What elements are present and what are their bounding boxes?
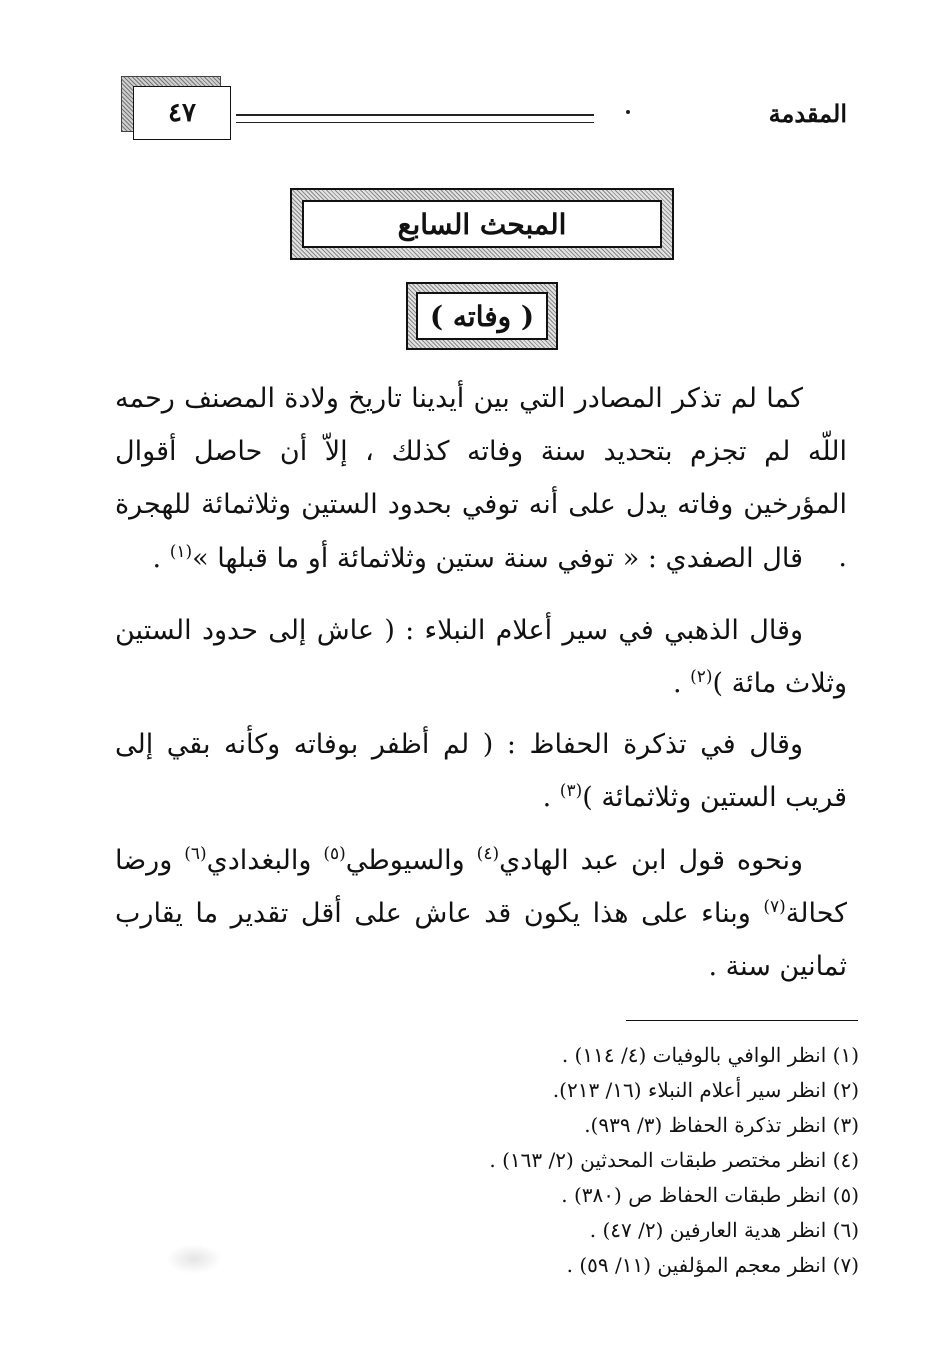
section-subtitle: ( وفاته ) — [416, 292, 548, 340]
footnote-item: (٦) انظر هدية العارفين (٢/ ٤٧) . — [589, 1218, 859, 1242]
footnote-ref-2: (٢) — [690, 667, 713, 687]
paragraph-conclusion-e: وبناء على هذا يكون قد عاش على أقل تقدير ما يقارب ثمانين سنة . — [115, 898, 847, 982]
paragraph-dhahabi-tadhkira-end: . — [542, 782, 560, 813]
footnotes-list — [159, 1038, 859, 1283]
footnote-item: (٣) انظر تذكرة الحفاظ (٣/ ٩٣٩). — [584, 1113, 859, 1137]
footnote-ref-6: (٦) — [184, 844, 207, 864]
paragraph-dhahabi-tadhkira-text: وقال في تذكرة الحفاظ : ( لم أظفر بوفاته وكأنه بقي إلى قريب الستين وثلاثمائة ) — [115, 729, 847, 813]
running-title: المقدمة — [768, 99, 847, 128]
paragraph-dhahabi-tadhkira — [115, 718, 847, 824]
header-rule — [236, 114, 594, 123]
footnote-separator — [626, 1020, 858, 1021]
footnote-item: (١) انظر الوافي بالوفيات (٤/ ١١٤) . — [561, 1043, 859, 1067]
paragraph-conclusion-d: ورضا كحالة — [115, 845, 847, 929]
paragraph-safadi — [115, 532, 847, 585]
paragraph-dhahabi-siyar-end: . — [672, 668, 691, 699]
section-title-frame — [290, 188, 674, 260]
footnote-ref-4: (٤) — [476, 844, 500, 864]
paragraph-intro: كما لم تذكر المصادر التي بين أيدينا تاريخ ولادة المصنف رحمه اللّه لم تجزم بتحديد سنة وفاته كذلك ، إلاّ أن حاصل أقوال المؤرخين وفاته يدل على أنه توفي بحدود الستين وثلاثمائة للهجرة . — [115, 383, 847, 573]
page-number-box — [121, 76, 231, 141]
paragraph-conclusion-a: ونحوه قول ابن عبد الهادي — [499, 845, 804, 876]
footnote-ref-7: (٧) — [763, 897, 786, 917]
paragraph-dhahabi-siyar-text: وقال الذهبي في سير أعلام النبلاء : ( عاش إلى حدود الستين وثلاث مائة ) — [115, 615, 847, 699]
paragraph-dhahabi-siyar — [115, 604, 847, 710]
section-title: المبحث السابع — [302, 200, 662, 248]
footnote-item: (٢) انظر سير أعلام النبلاء (١٦/ ٢١٣). — [552, 1078, 859, 1102]
paragraph-conclusion — [115, 834, 847, 993]
footnote-ref-5: (٥) — [323, 844, 346, 864]
scan-smudge — [166, 1244, 222, 1274]
footnote-ref-1: (١) — [169, 542, 193, 562]
page-number: ٤٧ — [133, 86, 231, 140]
paragraph-safadi-text: قال الصفدي : « توفي سنة ستين وثلاثمائة أو ما قبلها » — [192, 543, 803, 574]
section-subtitle-frame — [406, 282, 558, 350]
paragraph-conclusion-b: والسيوطي — [345, 845, 477, 876]
footnote-ref-3: (٣) — [559, 781, 583, 801]
footnote-item: (٧) انظر معجم المؤلفين (١١/ ٥٩) . — [566, 1253, 859, 1277]
footnote-item: (٥) انظر طبقات الحفاظ ص (٣٨٠) . — [561, 1183, 859, 1207]
paragraph-conclusion-c: والبغدادي — [206, 845, 324, 876]
paragraph-safadi-end: . — [152, 543, 170, 574]
header-dot — [626, 110, 630, 114]
footnote-item: (٤) انظر مختصر طبقات المحدثين (٢/ ١٦٣) . — [489, 1148, 859, 1172]
